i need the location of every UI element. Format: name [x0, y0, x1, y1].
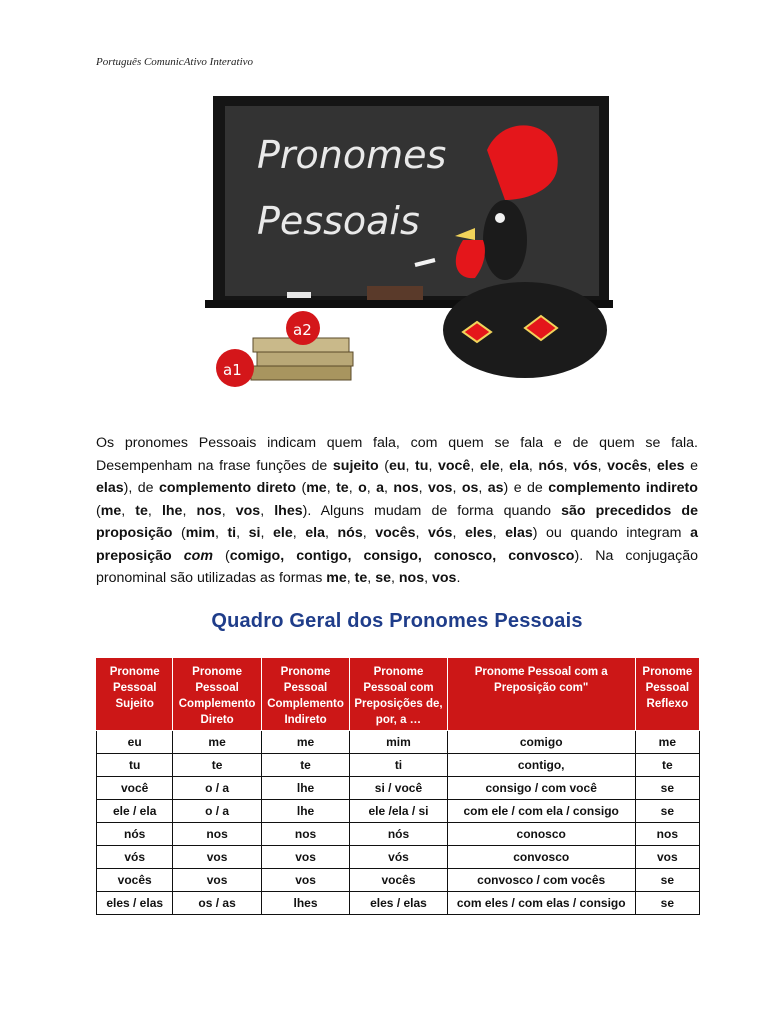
- table-cell: vocês: [350, 869, 447, 892]
- table-row: [97, 869, 700, 892]
- table-cell: mim: [350, 731, 447, 754]
- table-cell: vos: [261, 869, 349, 892]
- table-cell: vos: [261, 846, 349, 869]
- table-cell: te: [261, 754, 349, 777]
- table-cell: lhes: [261, 892, 349, 915]
- table-cell: lhe: [261, 800, 349, 823]
- table-cell: com eles / com elas / consigo: [447, 892, 635, 915]
- table-cell: ele /ela / si: [350, 800, 447, 823]
- header-preposicao-com: Pronome Pessoal com a Preposição com": [447, 658, 635, 731]
- table-cell: conosco: [447, 823, 635, 846]
- table-cell: tu: [97, 754, 173, 777]
- chalk-piece: [287, 292, 311, 298]
- table-cell: se: [635, 777, 699, 800]
- table-row: [97, 731, 700, 754]
- table-cell: os / as: [173, 892, 261, 915]
- board-text-pessoais: Pessoais: [257, 199, 420, 243]
- table-cell: me: [635, 731, 699, 754]
- table-cell: lhe: [261, 777, 349, 800]
- table-cell: contigo,: [447, 754, 635, 777]
- table-row: [97, 846, 700, 869]
- table-row: [97, 800, 700, 823]
- table-cell: te: [635, 754, 699, 777]
- header-preposicoes: Pronome Pessoal com Preposições de, por, a …: [350, 658, 447, 731]
- table-row: [97, 754, 700, 777]
- table-cell: o / a: [173, 777, 261, 800]
- table-cell: nós: [97, 823, 173, 846]
- table-cell: nós: [350, 823, 447, 846]
- table-cell: te: [173, 754, 261, 777]
- table-cell: eles / elas: [350, 892, 447, 915]
- apple-a2-icon: [286, 311, 320, 345]
- board-text-pronomes: Pronomes: [257, 133, 447, 177]
- table-cell: convosco / com vocês: [447, 869, 635, 892]
- svg-text:a2: a2: [293, 321, 312, 339]
- svg-text:a1: a1: [223, 361, 242, 379]
- table-cell: consigo / com você: [447, 777, 635, 800]
- table-cell: me: [173, 731, 261, 754]
- table-cell: eles / elas: [97, 892, 173, 915]
- apple-a1-icon: [216, 349, 254, 387]
- header-sujeito: Pronome Pessoal Sujeito: [97, 658, 173, 731]
- table-header-row: [97, 658, 700, 731]
- table-cell: vos: [173, 846, 261, 869]
- table-cell: comigo: [447, 731, 635, 754]
- table-cell: nos: [635, 823, 699, 846]
- table-cell: vos: [635, 846, 699, 869]
- header-complemento-direto: Pronome Pessoal Complemento Direto: [173, 658, 261, 731]
- table-row: [97, 777, 700, 800]
- table-cell: você: [97, 777, 173, 800]
- table-cell: se: [635, 869, 699, 892]
- table-cell: eu: [97, 731, 173, 754]
- table-title: Quadro Geral dos Pronomes Pessoais: [211, 610, 583, 632]
- table-cell: me: [261, 731, 349, 754]
- table-row: [97, 892, 700, 915]
- table-cell: vos: [173, 869, 261, 892]
- header-reflexo: Pronome Pessoal Reflexo: [635, 658, 699, 731]
- table-cell: vocês: [97, 869, 173, 892]
- table-cell: vós: [97, 846, 173, 869]
- table-cell: convosco: [447, 846, 635, 869]
- header-complemento-indireto: Pronome Pessoal Complemento Indireto: [261, 658, 349, 731]
- table-cell: nos: [261, 823, 349, 846]
- table-cell: vós: [350, 846, 447, 869]
- table-cell: nos: [173, 823, 261, 846]
- table-cell: se: [635, 892, 699, 915]
- table-cell: o / a: [173, 800, 261, 823]
- intro-paragraph: Os pronomes Pessoais indicam quem fala, com quem se fala e de quem se fala. Desempenham na frase funções de sujeito (eu, tu, você, ele, ela, nós, vós, vocês, eles e elas), de complemento direto (me, te, o, a, nos, vos, os, as) e de complemento indireto (me, te, lhe, nos, vos, lhes). Alguns mudam de forma quando são precedidos de proposição (mim, ti, si, ele, ela, nós, vocês, vós, eles, elas) ou quando integram a preposição com (comigo, contigo, consigo, conosco, convosco). Na conjugação pronominal são utilizadas as formas me, te, se, nos, vos.: [96, 435, 699, 586]
- table-cell: com ele / com ela / consigo: [447, 800, 635, 823]
- page-header: Português ComunicAtivo Interativo: [96, 56, 254, 68]
- table-cell: se: [635, 800, 699, 823]
- eraser: [367, 286, 423, 300]
- chalkboard-illustration: [205, 90, 615, 395]
- table-row: [97, 823, 700, 846]
- table-cell: ele / ela: [97, 800, 173, 823]
- pronouns-table: [96, 657, 700, 915]
- table-cell: si / você: [350, 777, 447, 800]
- table-cell: ti: [350, 754, 447, 777]
